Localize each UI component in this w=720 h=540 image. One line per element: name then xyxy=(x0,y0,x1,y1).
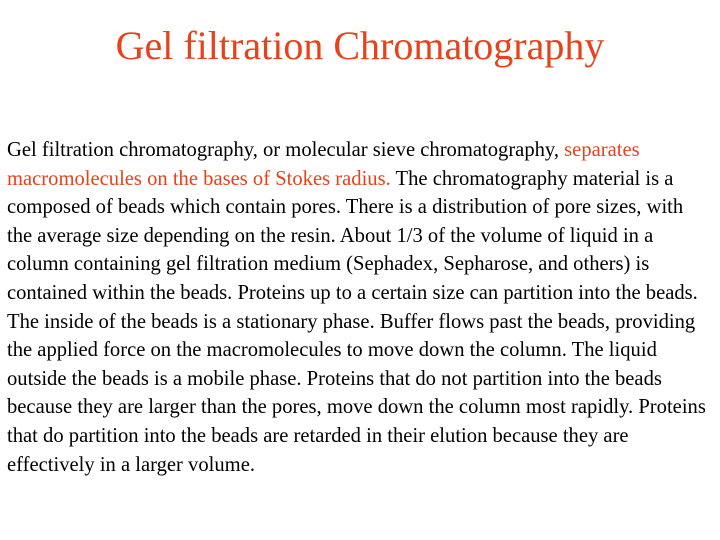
paragraph-highlight: separates macromolecules on the bases of Stokes radius. xyxy=(7,139,640,190)
paragraph-intro: Gel filtration chromatography, or molecular sieve chromatography, xyxy=(7,139,565,161)
slide-title: Gel filtration Chromatography xyxy=(115,23,605,68)
paragraph-rest: The chromatography material is a composed of beads which contain pores. There is a distribution of pore sizes, with the average size depending on the resin. About 1/3 of the volume of liquid in a column containing gel filtration medium (Sephadex, Sepharose, and others) is contained within the beads. Proteins up to a certain size can partition into the beads. The inside of the beads is a stationary phase. Buffer flows past the beads, providing the applied force on the macromolecules to move down the column. The liquid outside the beads is a mobile phase. Proteins that do not partition into the beads because they are larger than the pores, move down the column most rapidly. Proteins that do partition into the beads are retarded in their elution because they are effectively in a larger volume. xyxy=(7,167,706,476)
body-paragraph xyxy=(7,136,713,479)
